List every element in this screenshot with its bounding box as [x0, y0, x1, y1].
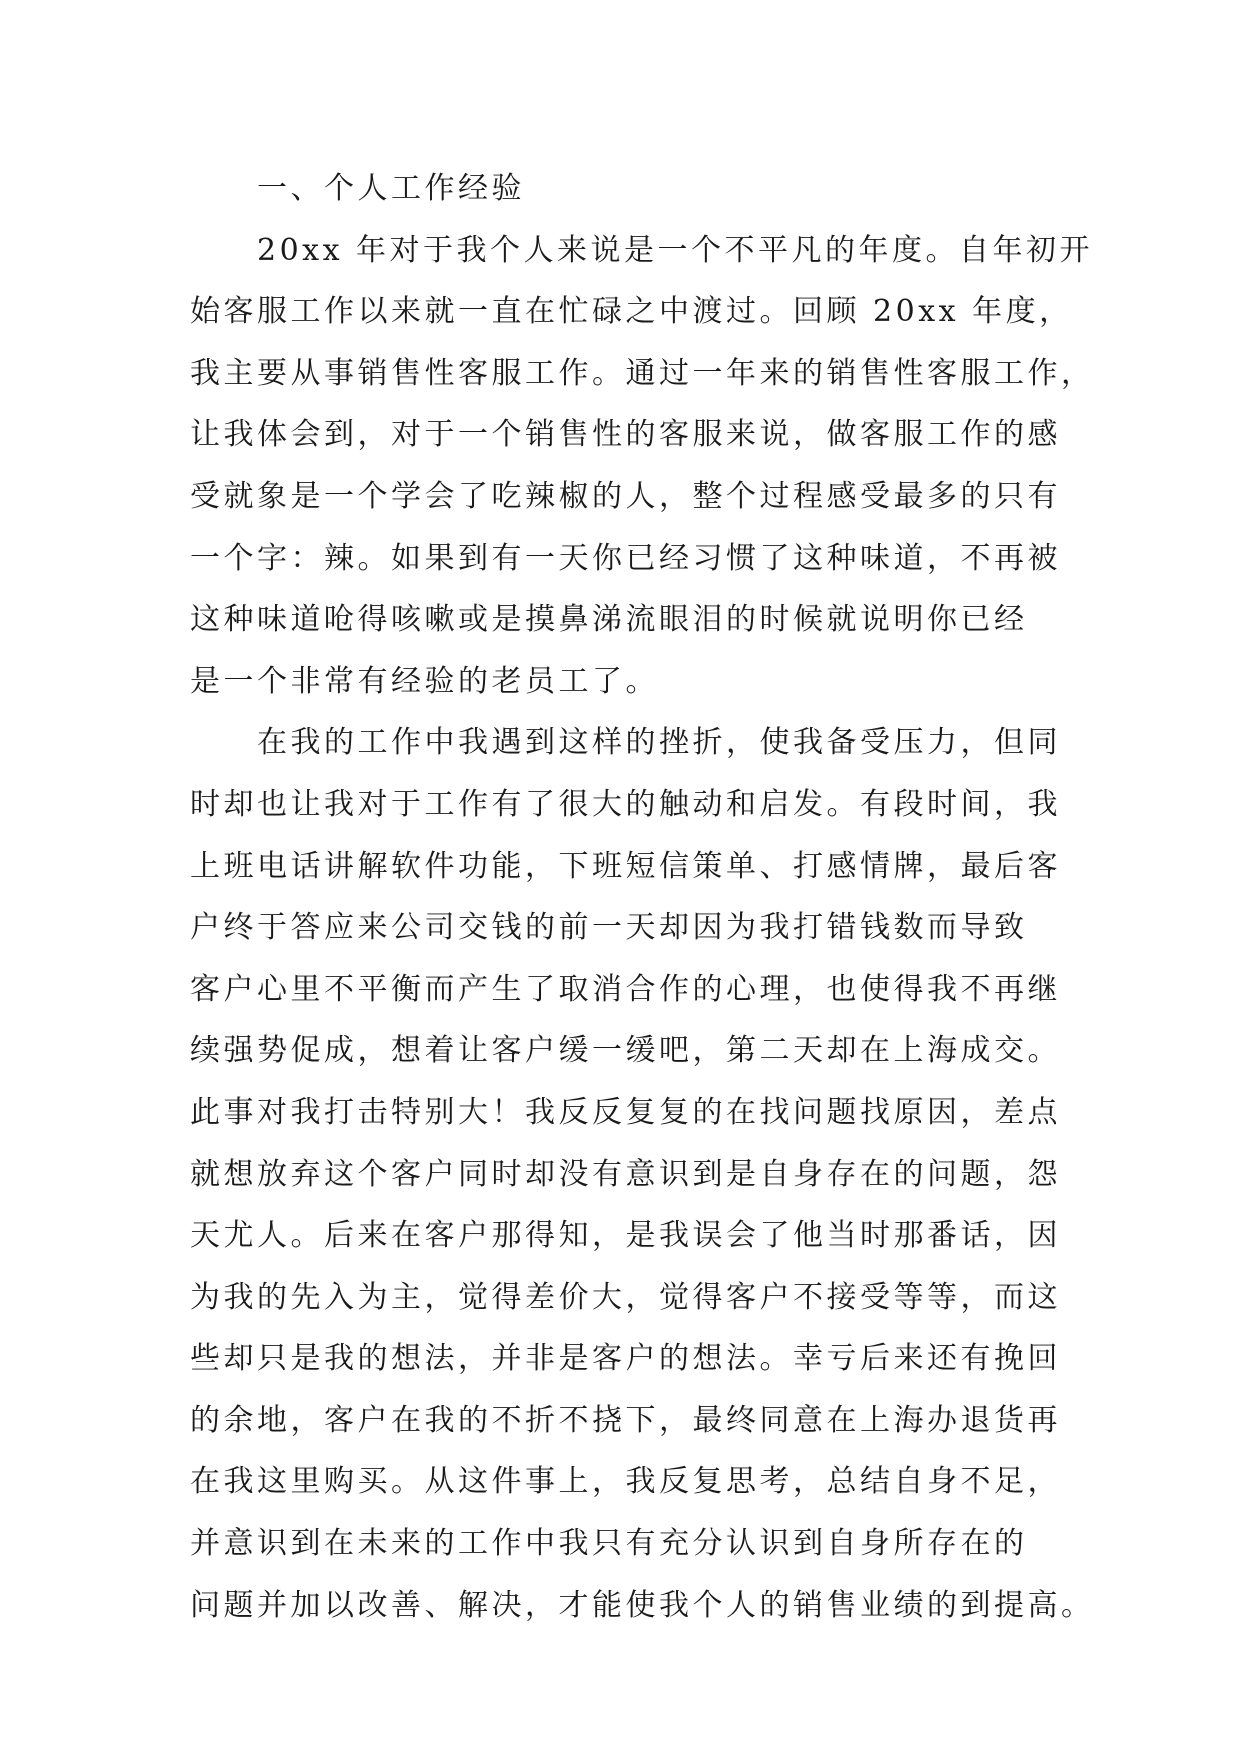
paragraph-line: 受就象是一个学会了吃辣椒的人，整个过程感受最多的只有 — [190, 478, 1061, 514]
paragraph-line: 时却也让我对于工作有了很大的触动和启发。有段时间，我 — [190, 786, 1061, 822]
paragraph-line: 为我的先入为主，觉得差价大，觉得客户不接受等等，而这 — [190, 1279, 1061, 1315]
paragraph-line: 上班电话讲解软件功能，下班短信策单、打感情牌，最后客 — [190, 848, 1061, 884]
paragraph-2 — [190, 712, 1095, 1636]
paragraph-line: 并意识到在未来的工作中我只有充分认识到自身所存在的 — [190, 1526, 1028, 1562]
paragraph-1 — [190, 220, 1095, 713]
paragraph-line: 续强势促成，想着让客户缓一缓吧，第二天却在上海成交。 — [190, 1033, 1061, 1069]
paragraph-line: 让我体会到，对于一个销售性的客服来说，做客服工作的感 — [190, 417, 1061, 453]
paragraph-line: 天尤人。后来在客户那得知，是我误会了他当时那番话，因 — [190, 1218, 1061, 1254]
paragraph-line: 我主要从事销售性客服工作。通过一年来的销售性客服工作， — [190, 355, 1095, 391]
paragraph-line: 这种味道呛得咳嗽或是摸鼻涕流眼泪的时候就说明你已经 — [190, 602, 1028, 638]
paragraph-line: 此事对我打击特别大！我反反复复的在找问题找原因，差点 — [190, 1094, 1061, 1130]
paragraph-line: 是一个非常有经验的老员工了。 — [190, 663, 659, 699]
paragraph-line: 问题并加以改善、解决，才能使我个人的销售业绩的到提高。 — [190, 1587, 1095, 1623]
paragraph-line: 就想放弃这个客户同时却没有意识到是自身存在的问题，怨 — [190, 1156, 1061, 1192]
paragraph-line: 始客服工作以来就一直在忙碌之中渡过。回顾 20xx 年度， — [190, 294, 1073, 330]
paragraph-line: 在我的工作中我遇到这样的挫折，使我备受压力，但同 — [257, 725, 1061, 761]
paragraph-line: 客户心里不平衡而产生了取消合作的心理，也使得我不再继 — [190, 971, 1061, 1007]
paragraph-line: 户终于答应来公司交钱的前一天却因为我打错钱数而导致 — [190, 910, 1028, 946]
paragraph-line: 在我这里购买。从这件事上，我反复思考，总结自身不足， — [190, 1464, 1061, 1500]
paragraph-line: 的余地，客户在我的不折不挠下，最终同意在上海办退货再 — [190, 1402, 1061, 1438]
paragraph-line: 20xx 年对于我个人来说是一个不平凡的年度。自年初开 — [257, 232, 1094, 268]
section-heading: 一、个人工作经验 — [257, 171, 525, 206]
paragraph-line: 些却只是我的想法，并非是客户的想法。幸亏后来还有挽回 — [190, 1341, 1061, 1377]
document-body — [190, 158, 1095, 1636]
paragraph-line: 一个字：辣。如果到有一天你已经习惯了这种味道，不再被 — [190, 540, 1061, 576]
